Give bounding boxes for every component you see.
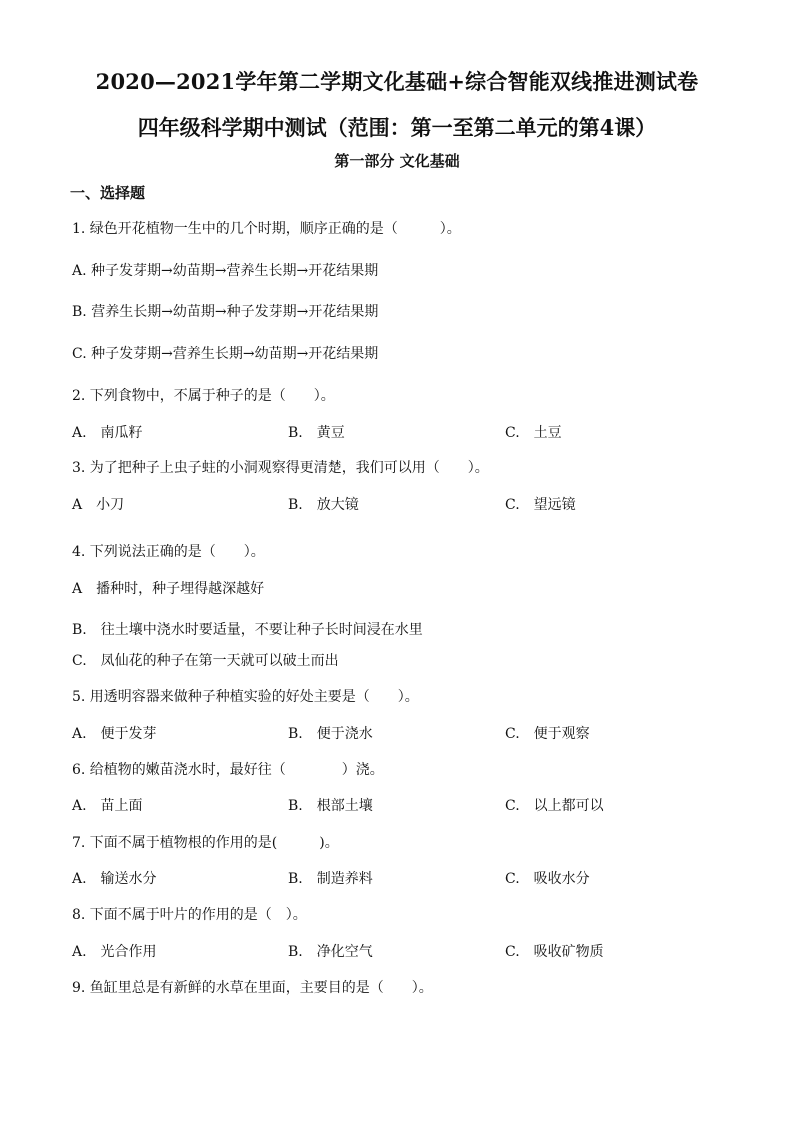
question-4-stem: 4. 下列说法正确的是（ ）。 bbox=[72, 544, 265, 560]
question-2-option-b: B. 黄豆 bbox=[288, 425, 345, 441]
question-8-option-b: B. 净化空气 bbox=[288, 944, 373, 960]
question-1-option-b: B. 营养生长期→幼苗期→种子发芽期→开花结果期 bbox=[72, 304, 379, 320]
question-4-option-b: B. 往土壤中浇水时要适量，不要让种子长时间浸在水里 bbox=[72, 622, 423, 638]
question-5-option-b: B. 便于浇水 bbox=[288, 726, 373, 742]
exam-title-line1: 2020—2021学年第二学期文化基础+综合智能双线推进测试卷 bbox=[95, 69, 699, 94]
part-title: 第一部分 文化基础 bbox=[334, 152, 460, 170]
question-1-option-c: C. 种子发芽期→营养生长期→幼苗期→开花结果期 bbox=[72, 346, 379, 362]
question-6-option-c: C. 以上都可以 bbox=[505, 798, 604, 814]
question-5-stem: 5. 用透明容器来做种子种植实验的好处主要是（ ）。 bbox=[72, 689, 419, 705]
question-5-option-c: C. 便于观察 bbox=[505, 726, 590, 742]
section-title: 一、选择题 bbox=[70, 184, 146, 202]
question-9-stem: 9. 鱼缸里总是有新鲜的水草在里面，主要目的是（ ）。 bbox=[72, 980, 433, 996]
question-2-option-c: C. 土豆 bbox=[505, 425, 562, 441]
question-8-option-c: C. 吸收矿物质 bbox=[505, 944, 604, 960]
question-8-stem: 8. 下面不属于叶片的作用的是（ ）。 bbox=[72, 907, 307, 923]
question-3-stem: 3. 为了把种子上虫子蛀的小洞观察得更清楚，我们可以用（ ）。 bbox=[72, 460, 489, 476]
question-8-option-a: A. 光合作用 bbox=[72, 944, 157, 960]
question-2-option-a: A. 南瓜籽 bbox=[72, 425, 143, 441]
question-7-option-c: C. 吸收水分 bbox=[505, 871, 590, 887]
question-7-option-a: A. 输送水分 bbox=[72, 871, 157, 887]
question-4-option-a: A 播种时，种子埋得越深越好 bbox=[72, 581, 265, 597]
exam-title-line2: 四年级科学期中测试（范围：第一至第二单元的第4课） bbox=[137, 115, 657, 140]
question-2-stem: 2. 下列食物中，不属于种子的是（ ）。 bbox=[72, 388, 335, 404]
question-4-option-c: C. 凤仙花的种子在第一天就可以破土而出 bbox=[72, 653, 339, 669]
question-7-stem: 7. 下面不属于植物根的作用的是( )。 bbox=[72, 835, 339, 851]
question-6-option-b: B. 根部土壤 bbox=[288, 798, 373, 814]
question-5-option-a: A. 便于发芽 bbox=[72, 726, 157, 742]
question-6-stem: 6. 给植物的嫩苗浇水时，最好往（ ）浇。 bbox=[72, 762, 384, 778]
question-3-option-a: A 小刀 bbox=[72, 497, 125, 513]
question-1-stem: 1. 绿色开花植物一生中的几个时期，顺序正确的是（ ）。 bbox=[72, 221, 461, 237]
question-1-option-a: A. 种子发芽期→幼苗期→营养生长期→开花结果期 bbox=[72, 263, 379, 279]
question-3-option-c: C. 望远镜 bbox=[505, 497, 576, 513]
question-3-option-b: B. 放大镜 bbox=[288, 497, 359, 513]
question-7-option-b: B. 制造养料 bbox=[288, 871, 373, 887]
question-6-option-a: A. 苗上面 bbox=[72, 798, 143, 814]
